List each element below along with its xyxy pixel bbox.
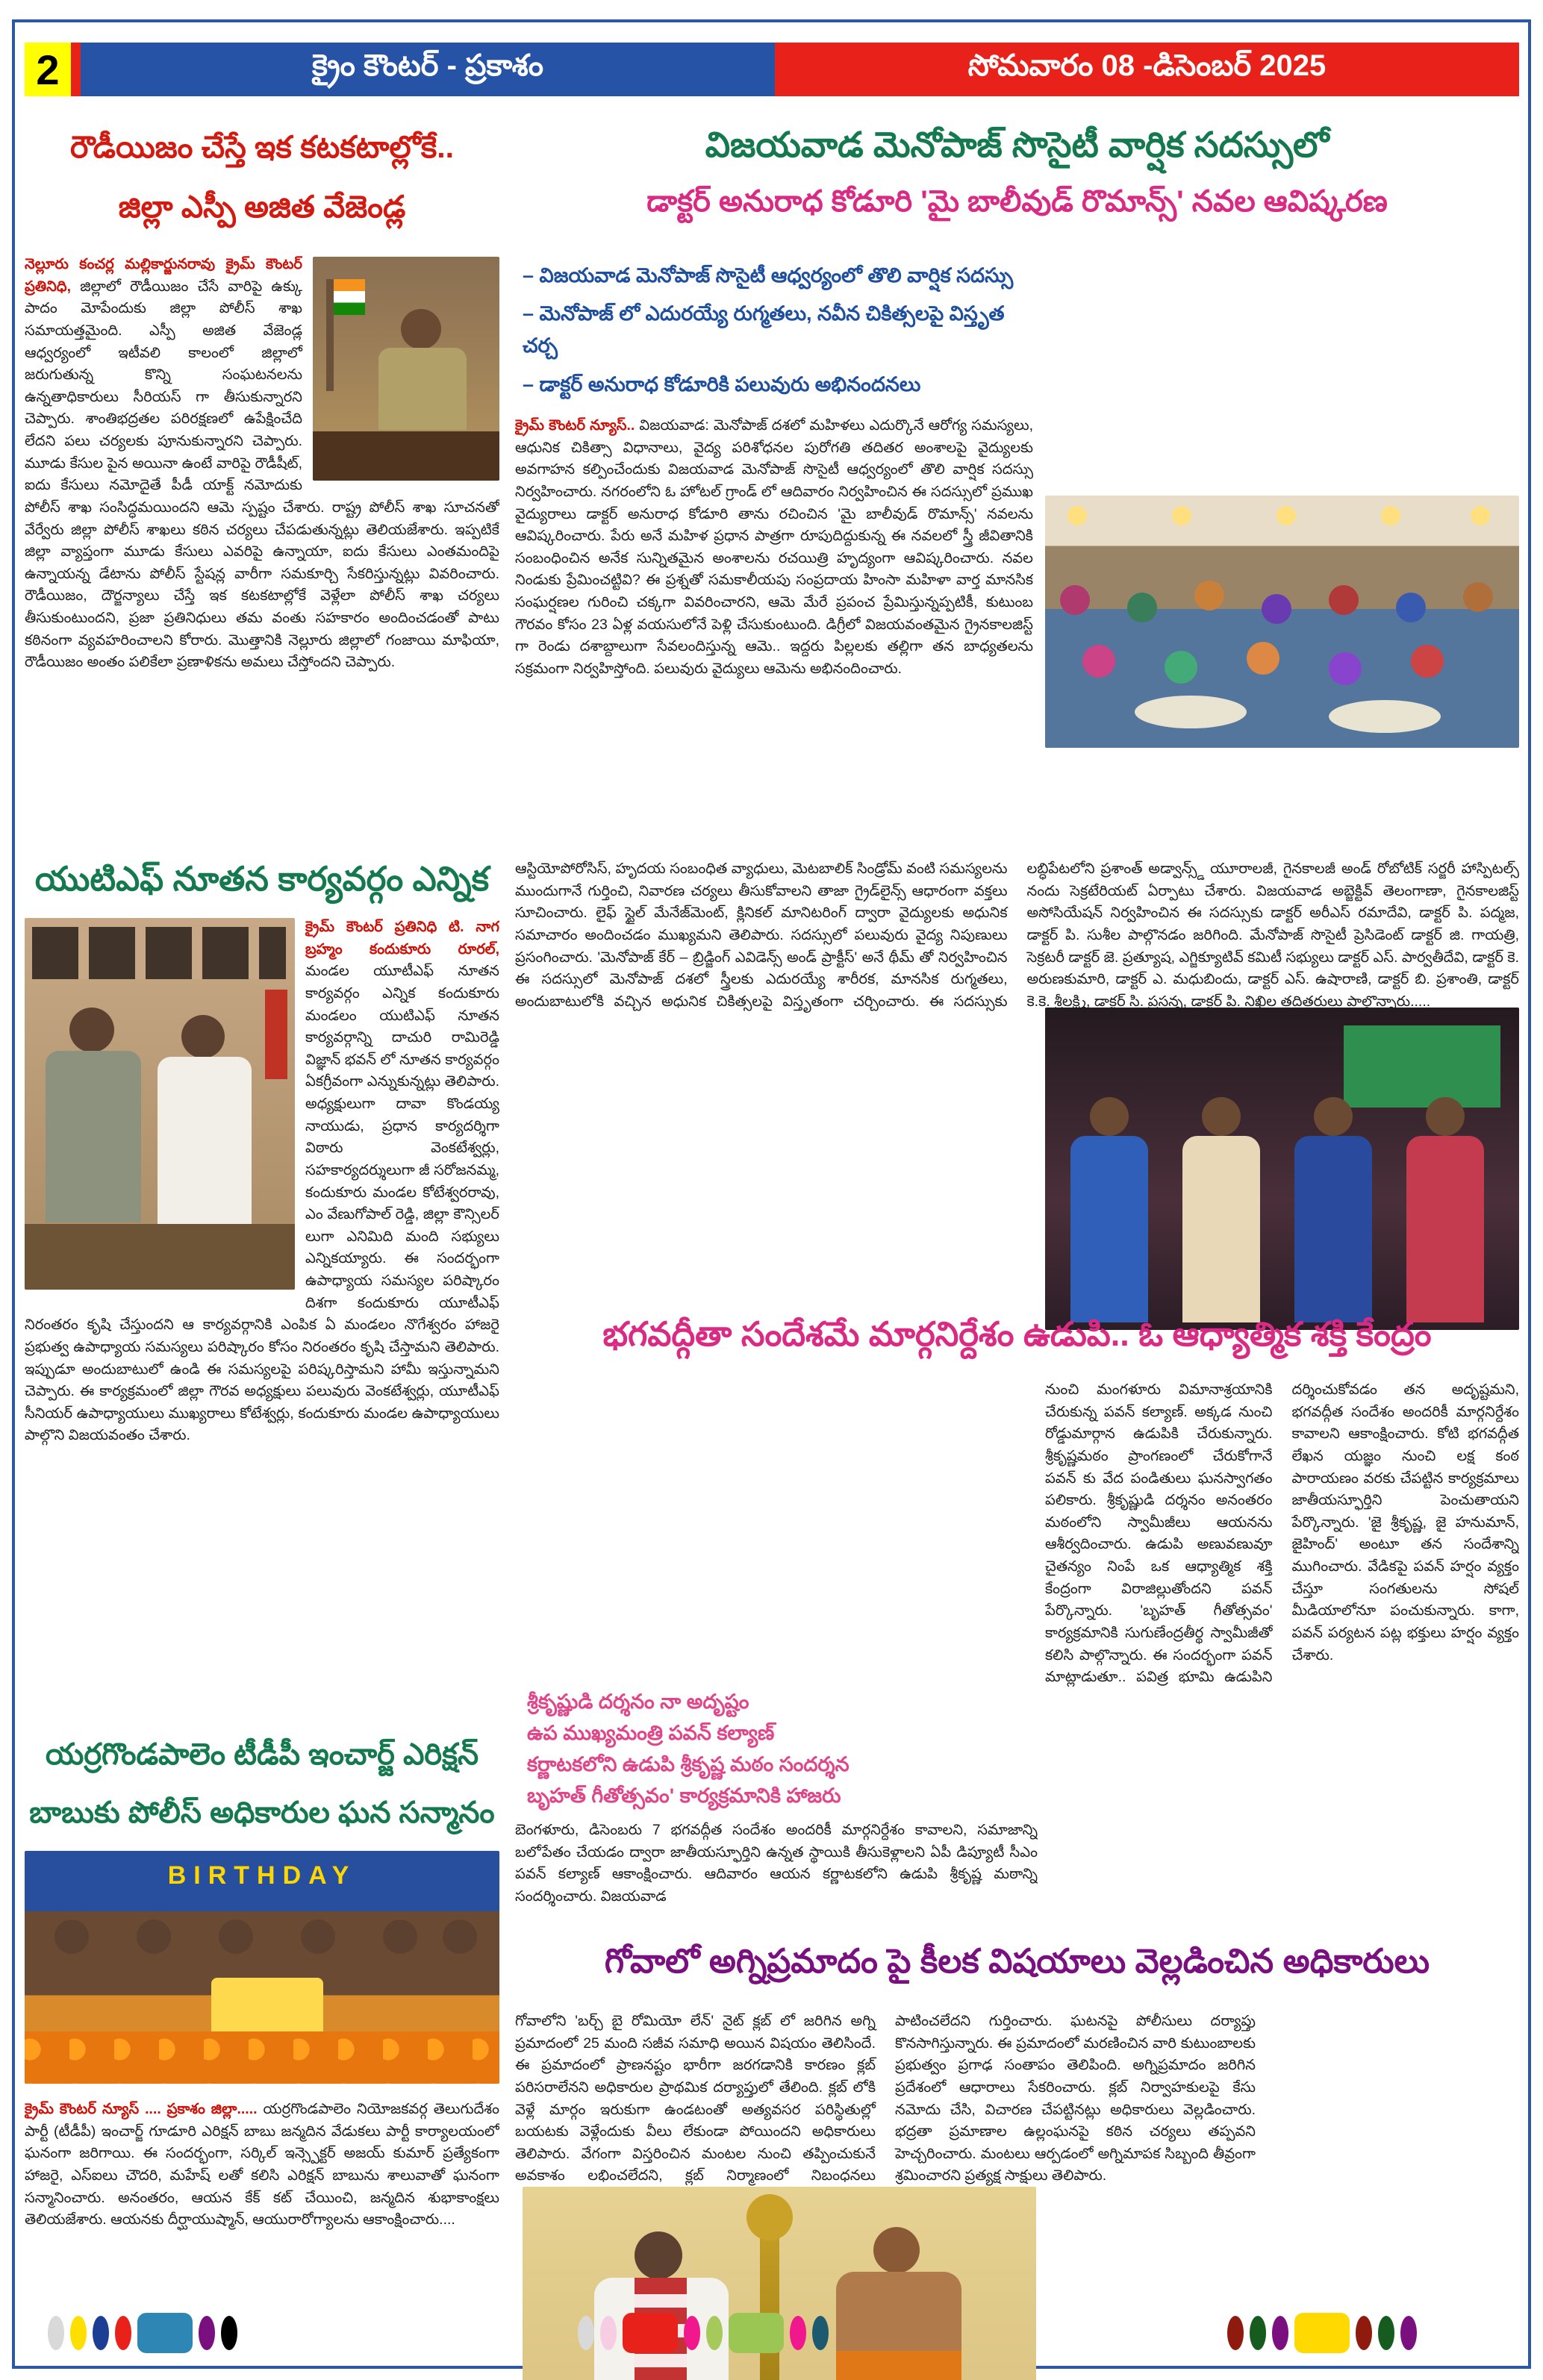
center-headline-green: విజయవాడ మెనోపాజ్ సొసైటీ వార్షిక సదస్సులో [705, 125, 1330, 164]
photo-birthday-celebration [25, 1851, 499, 2084]
man2-head [181, 1015, 225, 1058]
article2-headline: యుటిఎఫ్ నూతన కార్యవర్గం ఎన్నిక [34, 860, 490, 898]
footer-dots-group-2 [575, 2312, 832, 2354]
article1-lead: నెల్లూరు కంచర్ల మల్లికార్జునరావు క్రైమ్ కౌంటర్ ప్రతినిధి, [25, 256, 302, 295]
footer-dot-marker [70, 2316, 87, 2350]
masthead-red-strip [71, 43, 81, 96]
article3-text: యర్రగొండపాలెం నియోజకవర్గ తెలుగుదేశం పార్టీ (టీడీపీ) ఇంచార్జ్ గూడూరి ఎరిక్షన్ బాబు జన్మదిన వేడుకలు పార్టీ కార్యాలయంలో ఘనంగా జరిగాయి. ఈ సందర్భంగా, సర్కిల్ ఇన్స్పెక్టర్ అజయ్ కుమార్ ప్రత్యేకంగా హాజరై, ఎస్ఐలు చౌదరి, మహేష్ లతో కలిసి ఎరిక్షన్ బాబును శాలువాతో ఘనంగా సన్మానించారు. అనంతరం, ఆయన కేక్ కట్ చేయించి, జన్మదిన శుభాకాంక్షలు తెలియజేశారు. ఆయనకు దీర్ఘాయుష్మాన్, ఆయురారోగ్యాలను ఆకాంక్షించారు.... [25, 2101, 499, 2228]
bullet-item-3: – డాక్టర్ అనురాధ కోడూరికి పలువురు అభినందనలు [523, 372, 921, 396]
gita-body-side: నుంచి మంగళూరు విమానాశ్రయానికి చేరుకున్న పవన్ కల్యాణ్. అక్కడ నుంచి రోడ్డుమార్గాన ఉడుపికి చేరుకున్నారు. శ్రీకృష్ణమఠం ప్రాంగణంలో చేరుకోగానే పవన్ కు వేద పండితులు ఘనస్వాగతం పలికారు. శ్రీకృష్ణుడి దర్శనం అనంతరం మఠంలోని స్వామీజీలు ఆయనను ఆశీర్వదించారు. ఉడుపి అణువణువూ చైతన్యం నింపే ఒక ఆధ్యాత్మిక శక్తి కేంద్రంగా విరాజిల్లుతోందని పవన్ పేర్కొన్నారు. 'బృహత్ గీతోత్సవం' కార్యక్రమానికి సుగుణేంద్రతీర్థ స్వామీజీతో కలిసి పాల్గొన్నారు. ఈ సందర్భంగా పవన్ మాట్లాడుతూ.. పవిత్ర భూమి ఉడుపిని దర్శించుకోవడం తన అదృష్టమని, భగవద్గీత సందేశం అందరికీ మార్గనిర్దేశం కావాలని ఆకాంక్షించారు. కోటి భగవద్గీత లేఖన యజ్ఞం నుంచి లక్ష కంఠ పారాయణం వరకు చేపట్టిన కార్యక్రమాలు జాతీయస్ఫూర్తిని పెంచుతాయని పేర్కొన్నారు. 'జై శ్రీకృష్ణ, జై హనుమాన్, జైహింద్' అంటూ తన సందేశాన్ని ముగించారు. వేడికపై పవన్ హర్షం వ్యక్తం చేస్తూ సంగతులను సోషల్ మీడియాలోనూ పంచుకున్నారు. కాగా, పవన్ పర్యటన పట్ల భక్తులు హర్షం వ్యక్తం చేశారు. [1045, 1381, 1519, 1686]
footer-dot-marker [1250, 2316, 1266, 2350]
gita-body-bottom: బెంగళూరు, డిసెంబరు 7 భగవద్గీత సందేశం అందరికీ మార్గనిర్దేశం కావాలని, సమాజాన్ని బలోపేతం చేయడం ద్వారా జాతీయస్ఫూర్తిని ఉన్నత స్థాయికి తీసుకెళ్లాలని ఏపీ డిప్యూటీ సీఎం పవన్ కల్యాణ్ ఆకాంక్షించారు. ఆదివారం ఆయన కర్ణాటకలోని ఉడుపి శ్రీకృష్ణ మఠాన్ని సందర్శించారు. విజయవాడ [515, 1822, 1038, 1905]
caption-line3: కర్ణాటకలోని ఉడుపి శ్రీకృష్ణ మఠం సందర్శన [527, 1752, 850, 1775]
wall-portraits [32, 927, 286, 979]
officer-head [401, 309, 441, 349]
footer-dot-marker [1378, 2316, 1394, 2350]
footer-dot-marker [115, 2316, 131, 2350]
footer-dot-marker [684, 2316, 700, 2350]
man1-head [69, 1008, 114, 1052]
page-number: 2 [25, 43, 71, 96]
article3-headline [25, 1725, 499, 1842]
footer-dot-marker [706, 2316, 723, 2350]
article2-body [25, 916, 499, 1709]
people-heads [54, 1920, 89, 1954]
article2-text: మండల యూటీఎఫ్ నూతన కార్యవర్గం ఎన్నిక కందుకూరు మండలం యుటిఎఫ్ నూతన కార్యవర్గాన్ని దాచురి రామిరెడ్డి విజ్ఞాన్ భవన్ లో నూతన కార్యవర్గం ఏకగ్రీవంగా ఎన్నుకున్నట్లు తెలిపారు. అధ్యక్షులుగా దావా కొండయ్య నాయుడు, ప్రధాన కార్యదర్శిగా విఠారు వెంకటేశ్వర్లు, సహకార్యదర్శులుగా జీ సరోజనమ్మ, కందుకూరు మండల కోటేశ్వరరావు, ఎం వేణుగోపాల్ రెడ్డి, జిల్లా కౌన్సిలర్ లుగా ఎనిమిది మంది సభ్యులు ఎన్నికయ్యారు. ఈ సందర్భంగా ఉపాధ్యాయ సమస్యల పరిష్కారం దిశగా కందుకూరు యూటీఎఫ్ నిరంతరం కృషి చేస్తుందని ఆ కార్యవర్గానికి ఎంపిక ఏ మండలం నొగేశ్వరం హాజరై ప్రభుత్వ ఉపాధ్యాయ సమస్యలు పరిష్కారం కోసం నిరంతరం కృషి చేస్తామని తెలిపారు. ఇప్పుడూ అందుబాటులో ఉండి ఈ సమస్యలపై పరిష్కరిస్తామని హామీ ఇస్తున్నామని చెప్పారు. ఈ కార్యక్రమంలో జిల్లా గౌరవ అధ్యక్షులు పలువురు వెంకటేశ్వర్లు, యూటీఎఫ్ సీనియర్ ఉపాధ్యాయులు ముఖ్యరాలు కోటేశ్వర్లు, కందుకూరు మండల ఉపాధ్యాయులు పాల్గొని విజయవంతం చేశారు. [25, 963, 499, 1444]
ceiling-lights [1067, 506, 1087, 525]
footer-dot-marker [1272, 2316, 1288, 2350]
audience-row2 [1082, 645, 1115, 678]
caption-line4: బృహత్ గీతోత్సవం' కార్యక్రమానికి హాజరు [527, 1784, 841, 1807]
footer-dot-marker [93, 2316, 109, 2350]
article3-headline-line2: బాబుకు పోలీస్ అధికారుల ఘన సన్మానం [29, 1796, 495, 1829]
center-article-body [515, 415, 1033, 849]
goa-body: గోవాలోని 'బర్చ్ బై రోమియో లేన్' నైట్ క్లబ్ లో జరిగిన అగ్ని ప్రమాదంలో 25 మంది సజీవ సమాధి అయిన విషయం తెలిసిందే. ఈ ప్రమాదంలో ప్రాణనష్టం భారీగా జరగడానికి కారణం క్లబ్ పరిసరాలేనని అధికారుల ప్రాథమిక దర్యాప్తులో తేలింది. క్లబ్ లోకి వెళ్లే మార్గం ఇరుకుగా ఉండటంతో అత్యవసర పరిస్థితుల్లో బయటకు వెళ్లేందుకు వీలు లేకుండా పోయిందని అధికారులు తెలిపారు. వేగంగా విస్తరించిన మంటల నుంచి తప్పించుకునే అవకాశం లభించలేదని, క్లబ్ నిర్మాణంలో నిబంధనలు పాటించలేదని గుర్తించారు. ఘటనపై పోలీసులు దర్యాప్తు కొనసాగిస్తున్నారు. ఈ ప్రమాదంలో మరణించిన వారి కుటుంబాలకు ప్రభుత్వం ప్రగాఢ సంతాపం తెలిపింది. అగ్నిప్రమాదం జరిగిన ప్రదేశంలో ఆధారాలు సేకరించారు. క్లబ్ నిర్వాహకులపై కేసు నమోదు చేసి, విచారణ చేపట్టినట్లు అధికారులు వెల్లడించారు. భద్రతా ప్రమాణాల ఉల్లంఘనపై కఠిన చర్యలు తప్పవని హెచ్చరించారు. మంటలు ఆర్పడంలో అగ్నిమాపక సిబ్బంది తీవ్రంగా శ్రమించారని ప్రత్యక్ష సాక్షులు తెలిపారు. [515, 2013, 1256, 2184]
article1-headline-line2: జిల్లా ఎస్పీ అజిత వేజెండ్ల [118, 189, 406, 224]
photo-conference-audience [1045, 496, 1519, 748]
footer-square-marker [137, 2313, 193, 2353]
footer-dots-group-3 [1224, 2312, 1420, 2354]
center-bullet-list [523, 260, 1024, 407]
man2-shirt [158, 1057, 252, 1224]
masthead-title: క్రైం కౌంటర్ - ప్రకాశం [81, 43, 775, 96]
article3-body [25, 2099, 499, 2303]
article3-headline-line1: యర్రగొండపాలెం టీడీపీ ఇంచార్జ్ ఎరిక్షన్ [45, 1738, 479, 1771]
flower-garlands [25, 2031, 499, 2084]
footer-square-marker [729, 2313, 784, 2353]
bullet-item-2: – మెనోపాజ్ లో ఎదురయ్యే రుగ్మతలు, నవీన చికిత్సలపై విస్తృత చర్చ [523, 302, 1005, 357]
article1-headline-line1: రౌడీయిజం చేస్తే ఇక కటకటాల్లోకే.. [69, 130, 455, 164]
footer-dot-marker [600, 2316, 617, 2350]
masthead [25, 43, 1519, 96]
article3-lead: క్రైమ్ కౌంటర్ న్యూస్ .... ప్రకాశం జిల్లా..... [25, 2101, 258, 2117]
article2-lead: క్రైమ్ కౌంటర్ ప్రతినిధి టి. నాగ బ్రహ్మం కందుకూరు రూరల్, [305, 919, 499, 958]
footer-dot-marker [199, 2316, 215, 2350]
footer-dot-marker [1400, 2316, 1417, 2350]
center-headline-pink: డాక్టర్ అనురాధ కోడూరి 'మై బాలీవుడ్ రొమాన్స్' నవల ఆవిష్కరణ [646, 185, 1388, 218]
footer-square-marker [1294, 2313, 1350, 2353]
photo-utf-leaders [25, 918, 295, 1290]
center-article-lead: క్రైమ్ కౌంటర్ న్యూస్.. [515, 417, 635, 434]
footer-dot-marker [48, 2316, 64, 2350]
flag-pole [326, 279, 334, 391]
caption-line1: శ్రీకృష్ణుడి దర్శనం నా అదృష్టం [527, 1690, 749, 1713]
footer-dots-group-1 [45, 2312, 240, 2354]
footer-square-marker [623, 2313, 678, 2353]
center-article-continued: ఆస్టియోపోరోసిస్, హృదయ సంబంధిత వ్యాధులు, మెటబాలిక్ సిండ్రోమ్ వంటి సమస్యలను ముందుగానే గుర్తించి, నివారణ చర్యలు తీసుకోవాలని తాజా గ్రైడ్‌లైన్స్ ఆధారంగా వక్తలు సూచించారు. లైఫ్ స్టైల్ మేనేజ్‌మెంట్, క్లినికల్ మానిటరింగ్ ద్వారా వైద్యులకు అధునిక సమాచారం అందించడం ముఖ్యమని తెలిపారు. సదస్సులో పలువురు వైద్య నిపుణులు ప్రసంగించారు. 'మెనోపాజ్ కేర్ – బ్రిడ్జింగ్ ఎవిడెన్స్ అండ్ ప్రాక్టీస్' అనే థీమ్ తో నిర్వహించిన ఈ సదస్సులో మెనోపాజ్ దశలో స్త్రీలకు ఎదురయ్యే శారీరక, మానసిక రుగ్మతలు, అందుబాటులోకి వచ్చిన అధునిక చికిత్సలపై విస్తృతంగా చర్చించారు. ఈ సదస్సుకు లబ్ధిపేటలోని ప్రశాంత్ అడ్వాన్స్డ్ యూరాలజీ, గైనకాలజీ అండ్ రోబోటిక్ సర్జరీ హాస్పిటల్స్ నందు సెక్రటేరియట్ ఏర్పాటు చేశారు. విజయవాడ అబ్జెక్టివ్ తెలంగాణా, గైనకాలజిస్ట్ అసోసియేషన్ నిర్వహించిన ఈ సదస్సుకు డాక్టర్ అరీఎస్ రమాదేవి, డాక్టర్ పి. పద్మజ, డాక్టర్ పి. సుశీల పాల్గొనడం జరిగింది. మేనోపాజ్ సొసైటీ ప్రెసిడెంట్ డాక్టర్ జి. గాయత్రి, సెక్రటరీ డాక్టర్ జె. ప్రత్యూష, ఎగ్జిక్యూటివ్ కమిటీ సభ్యులు డాక్టర్ ఎస్. పార్వతీదేవి, డాక్టర్ కె. అరుణకుమారి, డాక్టర్ ఎ. మధుబిందు, డాక్టర్ ఎస్. ఉషారాణి, డాక్టర్ బి. ప్రశాంతి, డాక్టర్ కె.కె. శ్రీలక్ష్మి, డాక్టర్ సి. ప్రసన్న, డాక్టర్ పి. నిఖిల తదితరులు పాల్గొన్నారు..... [515, 861, 1519, 1010]
officer-uniform [378, 348, 467, 430]
masthead-date: సోమవారం 08 -డిసెంబర్ 2025 [775, 43, 1519, 96]
red-flag [265, 990, 287, 1079]
article1-text: జిల్లాలో రౌడీయిజం చేసే వారిపై ఉక్కు పాదం మోపేందుకు జిల్లా పోలీస్ శాఖ సమాయత్తమైంది. ఎస్పీ అజిత వేజెండ్ల ఆధ్వర్యంలో ఇటీవలి కాలంలో జిల్లాలో జరుగుతున్న కొన్ని సంఘటనలను ఉన్నతాధికారులు సీరియస్ గా తీసుకున్నారని చెప్పారు. శాంతిభద్రతల పరిరక్షణలో ఉపేక్షించేది లేదని పలు చర్యలకు పూనుకున్నారని చెప్పారు. మూడు కేసుల పైన అయినా ఉంటే వారిపై రౌడీషీట్, ఐదు కేసులు నమోదైతే పీడీ యాక్ట్ నమోదుకు పోలీస్ శాఖ సంసిద్ధమయిందని ఆమె స్పష్టం చేశారు. రాష్ట్ర పోలీస్ శాఖ సూచనతో వేర్వేరు జిల్లా పోలీస్ శాఖలు కఠిన చర్యలు చేపడుతున్నట్లు తెలియజేశారు. ఇప్పటికే జిల్లా వ్యాప్తంగా మూడు కేసులు ఎవరిపై ఉన్నాయా, ఐదు కేసులు ఎంతమందిపై ఉన్నాయన్న డేటాను పోలీస్ స్టేషన్ల వారీగా సమకూర్చి సేకరిస్తున్నట్లు వివరించారు. రౌడీయిజం, దౌర్జన్యాలు చేస్తే ఇక కటకటాల్లోకే వెళ్లేలా పోలీస్ శాఖ చర్యలు తీసుకుంటుందని, ప్రజా ప్రతినిధులు తమ వంతు సహకారం అందించడంతో పాటు కఠినంగా వ్యవహరించాలని కోరారు. మొత్తానికి నెల్లూరు జిల్లాలో గంజాయి మాఫియా, రౌడీయిజం అంతం పలికేలా ప్రణాళికను అమలు చేస్తోందని చెప్పారు. [25, 278, 499, 671]
office-desk [313, 431, 499, 481]
footer-dot-marker [578, 2316, 594, 2350]
round-tables [1135, 696, 1247, 728]
center-article-text: విజయవాడ: మెనోపాజ్ దశలో మహిళలు ఎదుర్కొనే ఆరోగ్య సమస్యలు, ఆధునిక చికిత్సా విధానాలు, వైద్య పరిశోధనల పురోగతి తదితర అంశాలపై వైద్యులకు అవగాహన కల్పించేందుకు విజయవాడ మెనోపాజ్ సొసైటీ ఆధ్వర్యంలో తొలి వార్షిక సదస్సు నిర్వహించారు. నగరంలోని ఓ హోటల్ గ్రాండ్ లో ఆదివారం నిర్వహించిన ఈ సదస్సులో ప్రముఖ వైద్యురాలు డాక్టర్ అనురాధ కోడూరి తాను రచించిన 'మై బాలీవుడ్ రొమాన్స్' నవలను ఆవిష్కరించారు. పేరు అనే మహిళ ప్రధాన పాత్రగా రూపుదిద్దుకున్న ఈ నవలలో స్త్రీ జీవితానికి సంబంధించిన అనేక సున్నితమైన అంశాలను రచయిత్రి హృద్యంగా ఆవిష్కరించారు. నవల నిండుకు ప్రేమించట్టివి? ఈ ప్రశ్నతో సమకాలీయపు సంప్రదాయ హింసా మహిళా వార్త మానసిక సంఘర్షణల గురించి చక్కగా వివరించారని, ఆమె మేరే ప్రపంచ ప్రేమిస్తున్నప్పటికీ, కుటుంబ గౌరవం కోసం 23 ఏళ్ల వయసులోనే పెళ్లి చేసుకుంటుంది. డిగ్రీలో విజయవంతమైన గ్రైనకాలజిస్ట్ గా రెండు దశాబ్దాలుగా సేవలందిస్తున్న ఆమె.. ఇద్దరు పిల్లలకు తల్లిగా తన బాధ్యతలను సక్రమంగా నిర్వహిస్తోంది. పలువురు వైద్యులు ఆమెను అభినందించారు. [515, 417, 1033, 677]
bullet-item-1: – విజయవాడ మెనోపాజ్ సొసైటీ ఆధ్వర్యంలో తొలి వార్షిక సదస్సు [523, 264, 1014, 287]
caption-line2: ఉప ముఖ్యమంత్రి పవన్ కల్యాణ్ [527, 1721, 775, 1744]
audience-row1 [1060, 585, 1090, 615]
orange-robe [836, 2351, 961, 2380]
goa-headline: గోవాలో అగ్నిప్రమాదం పై కీలక విషయాలు వెల్లడించిన అధికారులు [604, 1942, 1430, 1980]
article1-body [25, 254, 499, 851]
photo-sp-officer [313, 257, 499, 481]
man1-shirt [46, 1051, 141, 1222]
footer-dot-marker [790, 2316, 806, 2350]
gita-photo-caption [527, 1687, 1029, 1811]
india-flag [334, 279, 365, 315]
gita-headline: భగవద్గీతా సందేశమే మార్గనిర్దేశం ఉడుపి.. ఓ ఆధ్యాత్మిక శక్తి కేంద్రం [602, 1315, 1432, 1353]
birthday-banner-text: BIRTHDAY [167, 1861, 357, 1890]
footer-dot-marker [812, 2316, 829, 2350]
foreground-table [25, 1224, 295, 1290]
footer-dot-marker [1227, 2316, 1244, 2350]
footer-dot-marker [221, 2316, 237, 2350]
article1-headline [25, 118, 499, 237]
footer-dot-marker [1356, 2316, 1372, 2350]
